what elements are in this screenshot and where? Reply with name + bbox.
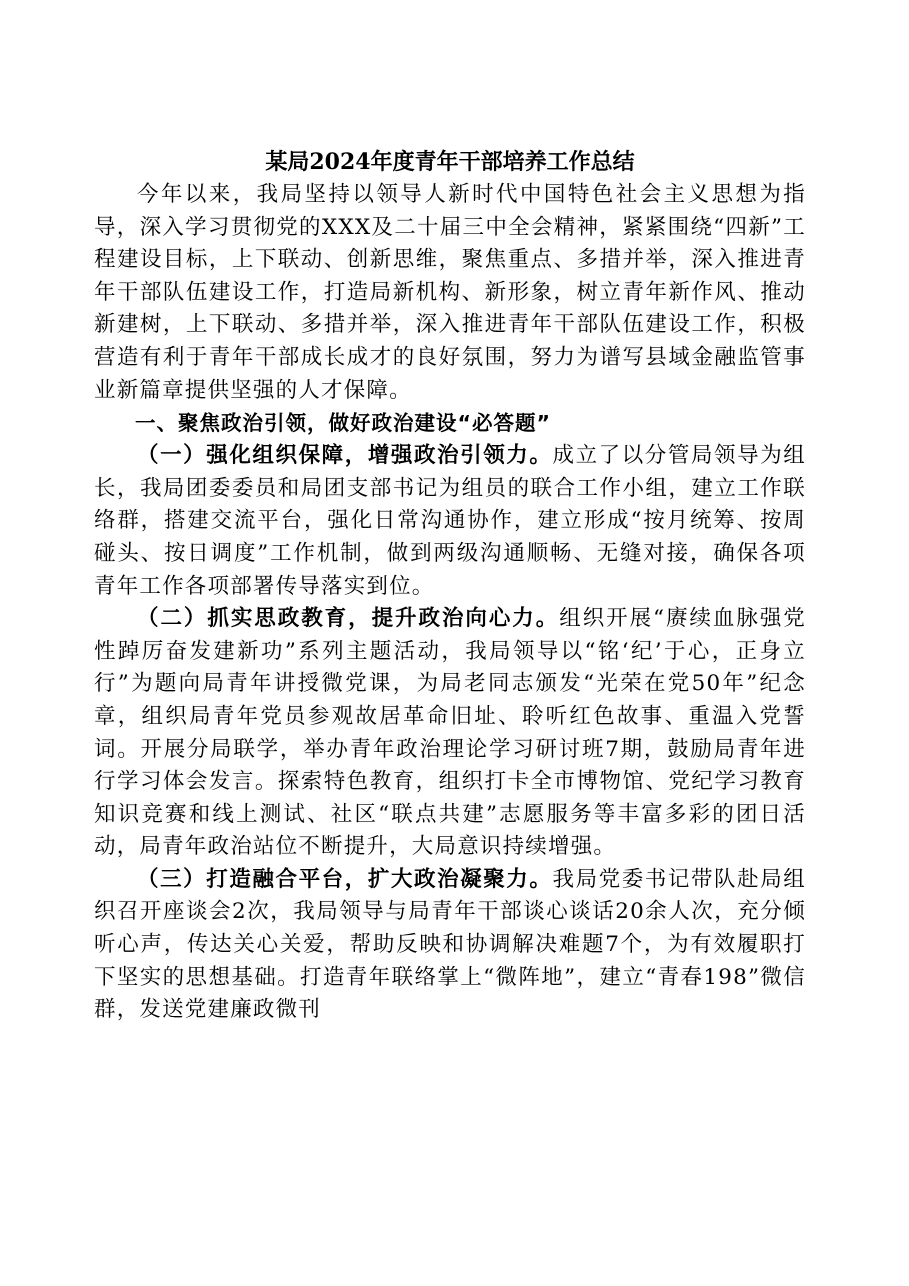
document-title: 某局2024年度青年干部培养工作总结 <box>265 149 635 175</box>
item-heading-2: （二）抓实思政教育，提升政治向心力。 <box>137 606 560 632</box>
item-paragraph-3 <box>94 864 806 1027</box>
item-body-1: 成立了以分管局领导为组长，我局团委委员和局团支部书记为组员的联合工作小组，建立工作联络群，搭建交流平台，强化日常沟通协作，建立形成“按月统筹、按周碰头、按日调度”工作机制，做到两级沟通顺畅、无缝对接，确保各项青年工作各项部署传导落实到位。 <box>94 443 807 599</box>
intro-paragraph: 今年以来，我局坚持以领导人新时代中国特色社会主义思想为指导，深入学习贯彻党的XXX及二十届三中全会精神，紧紧围绕“四新”工程建设目标，上下联动、创新思维，聚焦重点、多措并举，深入推进青年干部队伍建设工作，打造局新机构、新形象，树立青年新作风、推动新建树，上下联动、多措并举，深入推进青年干部队伍建设工作，积极营造有利于青年干部成长成才的良好氛围，努力为谱写县域金融监管事业新篇章提供坚强的人才保障。 <box>94 182 806 403</box>
section-heading-1: 一、聚焦政治引领，做好政治建设“必答题” <box>135 411 551 436</box>
item-heading-1: （一）强化组织保障，增强政治引领力。 <box>137 443 553 469</box>
item-body-2: 组织开展“赓续血脉强党性踔厉奋发建新功”系列主题活动，我局领导以“铭‘纪’于心，正身立行”为题向局青年讲授微党课，为局老同志颁发“光荣在党50年”纪念章，组织局青年党员参观故居革命旧址、聆听红色故事、重温入党誓词。开展分局联学，举办青年政治理论学习研讨班7期，鼓励局青年进行学习体会发言。探索特色教育，组织打卡全市博物馆、党纪学习教育知识竞赛和线上测试、社区“联点共建”志愿服务等丰富多彩的团日活动，局青年政治站位不断提升，大局意识持续增强。 <box>94 606 806 860</box>
item-paragraph-2 <box>94 603 806 864</box>
item-heading-3: （三）打造融合平台，扩大政治凝聚力。 <box>137 866 553 892</box>
item-body-3: 我局党委书记带队赴局组织召开座谈会2次，我局领导与局青年干部谈心谈话20余人次，充分倾听心声，传达关心关爱，帮助反映和协调解决难题7个，为有效履职打下坚实的思想基础。打造青年联络掌上“微阵地”，建立“青春198”微信群，发送党建廉政微刊 <box>94 866 807 1023</box>
document-page <box>94 145 806 1027</box>
item-paragraph-1 <box>94 440 806 603</box>
